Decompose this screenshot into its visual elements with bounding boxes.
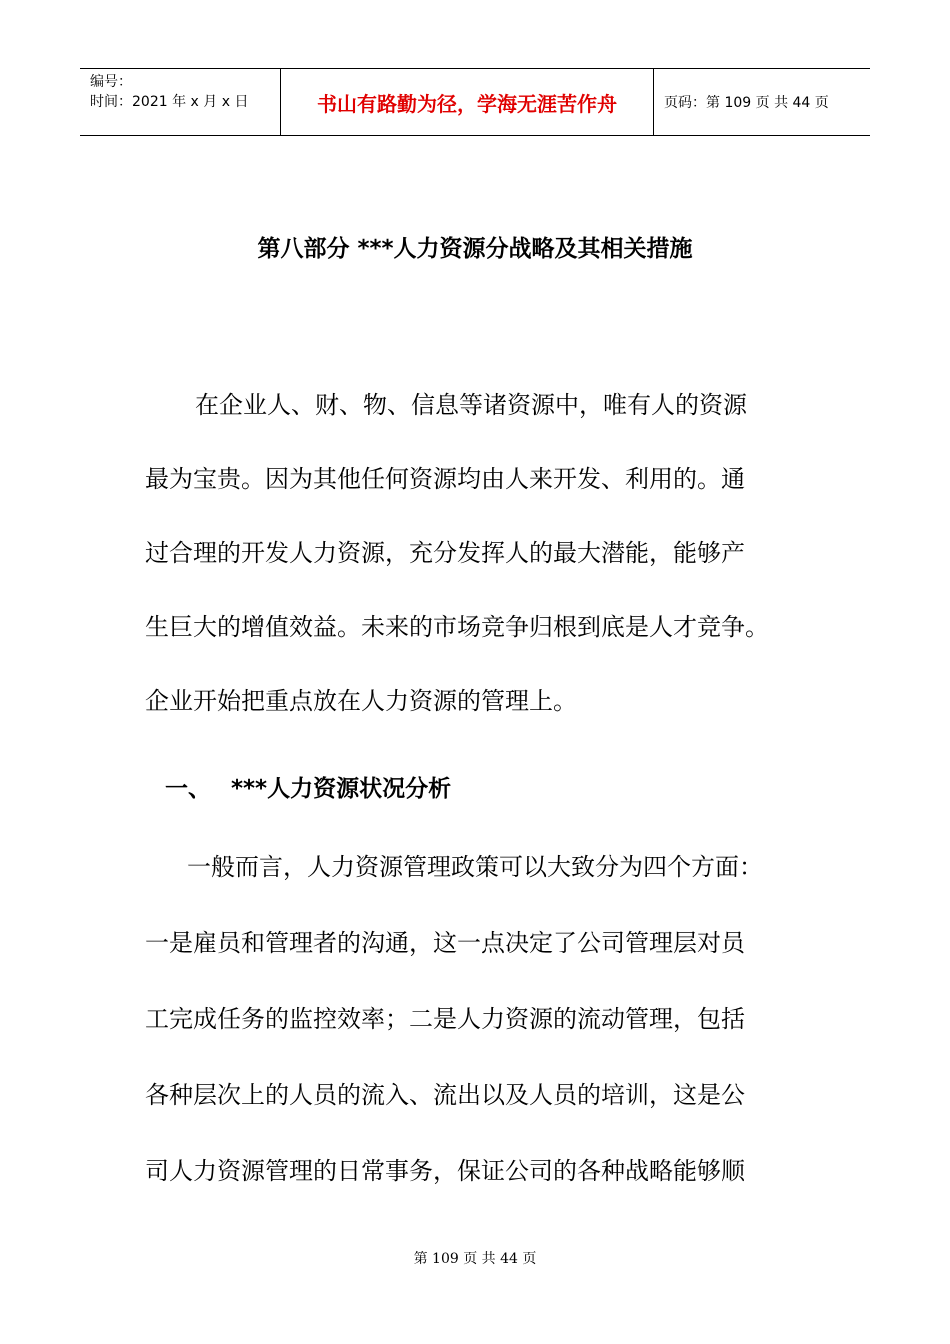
paragraph-2-line: 一般而言，人力资源管理政策可以大致分为四个方面： bbox=[187, 853, 763, 881]
paragraph-2-line: 各种层次上的人员的流入、流出以及人员的培训，这是公 bbox=[145, 1081, 745, 1109]
header-page-cell bbox=[654, 69, 870, 135]
paragraph-1-line: 过合理的开发人力资源，充分发挥人的最大潜能，能够产 bbox=[145, 539, 745, 567]
header-motto-cell bbox=[281, 69, 654, 135]
number-label: 编号： bbox=[90, 74, 132, 90]
paragraph-1-line: 企业开始把重点放在人力资源的管理上。 bbox=[145, 687, 577, 715]
section-title: ***人力资源状况分析 bbox=[231, 776, 452, 802]
paragraph-2-line: 工完成任务的监控效率；二是人力资源的流动管理，包括 bbox=[145, 1005, 745, 1033]
paragraph-1-line: 在企业人、财、物、信息等诸资源中，唯有人的资源 bbox=[195, 391, 747, 419]
time-label: 时间：2021 年 x 月 x 日 bbox=[90, 94, 249, 110]
section-heading-1 bbox=[165, 770, 451, 803]
page-title: 第八部分 ***人力资源分战略及其相关措施 bbox=[257, 236, 693, 262]
header-table bbox=[80, 68, 870, 136]
page-footer: 第 109 页 共 44 页 bbox=[413, 1251, 537, 1267]
paragraph-1-line: 最为宝贵。因为其他任何资源均由人来开发、利用的。通 bbox=[145, 465, 745, 493]
page-info: 页码：第 109 页 共 44 页 bbox=[664, 95, 829, 111]
section-number: 一、 bbox=[165, 776, 211, 802]
paragraph-2-line: 一是雇员和管理者的沟通，这一点决定了公司管理层对员 bbox=[145, 929, 745, 957]
paragraph-2-line: 司人力资源管理的日常事务，保证公司的各种战略能够顺 bbox=[145, 1157, 745, 1185]
header-meta-cell bbox=[80, 69, 281, 135]
motto-text: 书山有路勤为径，学海无涯苦作舟 bbox=[317, 91, 617, 116]
paragraph-1-line: 生巨大的增值效益。未来的市场竞争归根到底是人才竞争。 bbox=[145, 613, 769, 641]
